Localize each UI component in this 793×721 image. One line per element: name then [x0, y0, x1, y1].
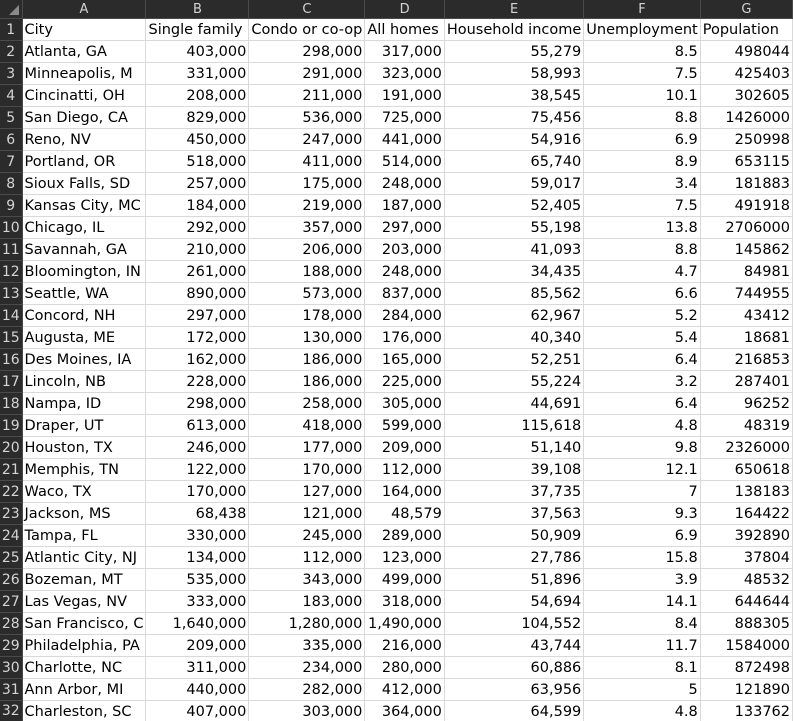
row-header[interactable]: 18	[0, 393, 22, 415]
city-cell[interactable]: Chicago, IL	[22, 217, 146, 239]
value-cell[interactable]: 536,000	[249, 107, 365, 129]
value-cell[interactable]: 48319	[700, 415, 792, 437]
value-cell[interactable]: 176,000	[365, 327, 444, 349]
value-cell[interactable]: 8.4	[584, 613, 700, 635]
value-cell[interactable]: 55,198	[444, 217, 583, 239]
column-title-cell[interactable]: Unemployment	[584, 19, 700, 41]
city-cell[interactable]: Seattle, WA	[22, 283, 146, 305]
table-row	[0, 437, 793, 459]
table-row	[0, 569, 793, 591]
table-row	[0, 481, 793, 503]
value-cell[interactable]: 573,000	[249, 283, 365, 305]
row-header[interactable]: 24	[0, 525, 22, 547]
value-cell[interactable]: 211,000	[249, 85, 365, 107]
value-cell[interactable]: 225,000	[365, 371, 444, 393]
value-cell[interactable]: 3.2	[584, 371, 700, 393]
table-row	[0, 591, 793, 613]
value-cell[interactable]: 250998	[700, 129, 792, 151]
value-cell[interactable]: 210,000	[146, 239, 249, 261]
row-header[interactable]: 6	[0, 129, 22, 151]
value-cell[interactable]: 41,093	[444, 239, 583, 261]
value-cell[interactable]: 52,405	[444, 195, 583, 217]
value-cell[interactable]: 112,000	[249, 547, 365, 569]
value-cell[interactable]: 52,251	[444, 349, 583, 371]
city-cell[interactable]: Waco, TX	[22, 481, 146, 503]
city-cell[interactable]: Charlotte, NC	[22, 657, 146, 679]
value-cell[interactable]: 411,000	[249, 151, 365, 173]
value-cell[interactable]: 303,000	[249, 701, 365, 721]
table-row	[0, 173, 793, 195]
value-cell[interactable]: 1,640,000	[146, 613, 249, 635]
value-cell[interactable]: 258,000	[249, 393, 365, 415]
value-cell[interactable]: 59,017	[444, 173, 583, 195]
city-cell[interactable]: Sioux Falls, SD	[22, 173, 146, 195]
city-cell[interactable]: San Francisco, C	[22, 613, 146, 635]
value-cell[interactable]: 121890	[700, 679, 792, 701]
value-cell[interactable]: 62,967	[444, 305, 583, 327]
value-cell[interactable]: 209,000	[365, 437, 444, 459]
value-cell[interactable]: 284,000	[365, 305, 444, 327]
value-cell[interactable]: 50,909	[444, 525, 583, 547]
value-cell[interactable]: 145862	[700, 239, 792, 261]
city-cell[interactable]: Houston, TX	[22, 437, 146, 459]
table-row	[0, 305, 793, 327]
value-cell[interactable]: 40,340	[444, 327, 583, 349]
value-cell[interactable]: 246,000	[146, 437, 249, 459]
value-cell[interactable]: 175,000	[249, 173, 365, 195]
value-cell[interactable]: 333,000	[146, 591, 249, 613]
row-header[interactable]: 4	[0, 85, 22, 107]
value-cell[interactable]: 208,000	[146, 85, 249, 107]
value-cell[interactable]: 216,000	[365, 635, 444, 657]
city-cell[interactable]: Des Moines, IA	[22, 349, 146, 371]
value-cell[interactable]: 6.4	[584, 349, 700, 371]
value-cell[interactable]: 162,000	[146, 349, 249, 371]
value-cell[interactable]: 85,562	[444, 283, 583, 305]
row-header[interactable]: 13	[0, 283, 22, 305]
value-cell[interactable]: 11.7	[584, 635, 700, 657]
value-cell[interactable]: 4.8	[584, 415, 700, 437]
value-cell[interactable]: 1,490,000	[365, 613, 444, 635]
row-header[interactable]: 3	[0, 63, 22, 85]
value-cell[interactable]: 115,618	[444, 415, 583, 437]
column-header-a[interactable]: A	[22, 0, 146, 19]
value-cell[interactable]: 216853	[700, 349, 792, 371]
value-cell[interactable]: 9.8	[584, 437, 700, 459]
value-cell[interactable]: 37804	[700, 547, 792, 569]
value-cell[interactable]: 14.1	[584, 591, 700, 613]
city-cell[interactable]: Atlanta, GA	[22, 41, 146, 63]
city-cell[interactable]: Reno, NV	[22, 129, 146, 151]
value-cell[interactable]: 96252	[700, 393, 792, 415]
value-cell[interactable]: 170,000	[249, 459, 365, 481]
value-cell[interactable]: 51,140	[444, 437, 583, 459]
city-cell[interactable]: Las Vegas, NV	[22, 591, 146, 613]
value-cell[interactable]: 518,000	[146, 151, 249, 173]
grid-body	[0, 19, 793, 721]
value-cell[interactable]: 121,000	[249, 503, 365, 525]
value-cell[interactable]: 330,000	[146, 525, 249, 547]
value-cell[interactable]: 178,000	[249, 305, 365, 327]
city-cell[interactable]: Kansas City, MC	[22, 195, 146, 217]
value-cell[interactable]: 323,000	[365, 63, 444, 85]
value-cell[interactable]: 282,000	[249, 679, 365, 701]
table-row	[0, 459, 793, 481]
value-cell[interactable]: 4.7	[584, 261, 700, 283]
city-cell[interactable]: Cincinatti, OH	[22, 85, 146, 107]
value-cell[interactable]: 203,000	[365, 239, 444, 261]
row-header[interactable]: 19	[0, 415, 22, 437]
value-cell[interactable]: 206,000	[249, 239, 365, 261]
value-cell[interactable]: 228,000	[146, 371, 249, 393]
value-cell[interactable]: 4.8	[584, 701, 700, 721]
value-cell[interactable]: 318,000	[365, 591, 444, 613]
value-cell[interactable]: 343,000	[249, 569, 365, 591]
row-header[interactable]: 30	[0, 657, 22, 679]
value-cell[interactable]: 127,000	[249, 481, 365, 503]
column-header-e[interactable]: E	[444, 0, 583, 19]
value-cell[interactable]: 491918	[700, 195, 792, 217]
value-cell[interactable]: 725,000	[365, 107, 444, 129]
value-cell[interactable]: 829,000	[146, 107, 249, 129]
value-cell[interactable]: 68,438	[146, 503, 249, 525]
value-cell[interactable]: 63,956	[444, 679, 583, 701]
header-data-row	[0, 19, 793, 41]
value-cell[interactable]: 170,000	[146, 481, 249, 503]
table-row	[0, 503, 793, 525]
row-header[interactable]: 31	[0, 679, 22, 701]
row-header[interactable]: 22	[0, 481, 22, 503]
value-cell[interactable]: 392890	[700, 525, 792, 547]
value-cell[interactable]: 5.4	[584, 327, 700, 349]
table-row	[0, 635, 793, 657]
table-row	[0, 239, 793, 261]
value-cell[interactable]: 292,000	[146, 217, 249, 239]
value-cell[interactable]: 514,000	[365, 151, 444, 173]
city-cell[interactable]: Savannah, GA	[22, 239, 146, 261]
table-row	[0, 63, 793, 85]
value-cell[interactable]: 138183	[700, 481, 792, 503]
city-cell[interactable]: Nampa, ID	[22, 393, 146, 415]
value-cell[interactable]: 291,000	[249, 63, 365, 85]
row-header[interactable]: 32	[0, 701, 22, 721]
value-cell[interactable]: 305,000	[365, 393, 444, 415]
row-header[interactable]: 26	[0, 569, 22, 591]
value-cell[interactable]: 7.5	[584, 63, 700, 85]
value-cell[interactable]: 15.8	[584, 547, 700, 569]
row-header[interactable]: 25	[0, 547, 22, 569]
row-header[interactable]: 16	[0, 349, 22, 371]
row-header[interactable]: 1	[0, 19, 22, 41]
value-cell[interactable]: 84981	[700, 261, 792, 283]
value-cell[interactable]: 298,000	[249, 41, 365, 63]
row-header[interactable]: 7	[0, 151, 22, 173]
city-cell[interactable]: Minneapolis, M	[22, 63, 146, 85]
value-cell[interactable]: 247,000	[249, 129, 365, 151]
value-cell[interactable]: 653115	[700, 151, 792, 173]
column-title-cell[interactable]: Household income	[444, 19, 583, 41]
city-cell[interactable]: Jackson, MS	[22, 503, 146, 525]
value-cell[interactable]: 440,000	[146, 679, 249, 701]
value-cell[interactable]: 75,456	[444, 107, 583, 129]
value-cell[interactable]: 499,000	[365, 569, 444, 591]
row-header[interactable]: 29	[0, 635, 22, 657]
column-header-f[interactable]: F	[584, 0, 700, 19]
value-cell[interactable]: 165,000	[365, 349, 444, 371]
value-cell[interactable]: 297,000	[146, 305, 249, 327]
city-cell[interactable]: Bloomington, IN	[22, 261, 146, 283]
column-title-cell[interactable]: Single family	[146, 19, 249, 41]
value-cell[interactable]: 2706000	[700, 217, 792, 239]
table-row	[0, 415, 793, 437]
column-title-cell[interactable]: Condo or co-op	[249, 19, 365, 41]
value-cell[interactable]: 39,108	[444, 459, 583, 481]
table-row	[0, 349, 793, 371]
value-cell[interactable]: 248,000	[365, 173, 444, 195]
value-cell[interactable]: 191,000	[365, 85, 444, 107]
value-cell[interactable]: 289,000	[365, 525, 444, 547]
value-cell[interactable]: 311,000	[146, 657, 249, 679]
select-all-triangle-icon	[9, 5, 19, 15]
value-cell[interactable]: 872498	[700, 657, 792, 679]
table-row	[0, 547, 793, 569]
value-cell[interactable]: 650618	[700, 459, 792, 481]
value-cell[interactable]: 60,886	[444, 657, 583, 679]
value-cell[interactable]: 744955	[700, 283, 792, 305]
row-header[interactable]: 12	[0, 261, 22, 283]
value-cell[interactable]: 172,000	[146, 327, 249, 349]
table-row	[0, 657, 793, 679]
value-cell[interactable]: 133762	[700, 701, 792, 721]
value-cell[interactable]: 7	[584, 481, 700, 503]
table-row	[0, 151, 793, 173]
value-cell[interactable]: 425403	[700, 63, 792, 85]
value-cell[interactable]: 450,000	[146, 129, 249, 151]
value-cell[interactable]: 219,000	[249, 195, 365, 217]
value-cell[interactable]: 234,000	[249, 657, 365, 679]
value-cell[interactable]: 55,279	[444, 41, 583, 63]
value-cell[interactable]: 43,744	[444, 635, 583, 657]
value-cell[interactable]: 245,000	[249, 525, 365, 547]
value-cell[interactable]: 298,000	[146, 393, 249, 415]
value-cell[interactable]: 613,000	[146, 415, 249, 437]
value-cell[interactable]: 34,435	[444, 261, 583, 283]
column-header-row	[0, 0, 793, 19]
value-cell[interactable]: 10.1	[584, 85, 700, 107]
value-cell[interactable]: 6.9	[584, 525, 700, 547]
value-cell[interactable]: 184,000	[146, 195, 249, 217]
value-cell[interactable]: 403,000	[146, 41, 249, 63]
city-cell[interactable]: Atlantic City, NJ	[22, 547, 146, 569]
value-cell[interactable]: 55,224	[444, 371, 583, 393]
value-cell[interactable]: 27,786	[444, 547, 583, 569]
value-cell[interactable]: 2326000	[700, 437, 792, 459]
value-cell[interactable]: 335,000	[249, 635, 365, 657]
value-cell[interactable]: 280,000	[365, 657, 444, 679]
column-title-cell[interactable]: Population	[700, 19, 792, 41]
value-cell[interactable]: 164422	[700, 503, 792, 525]
value-cell[interactable]: 498044	[700, 41, 792, 63]
value-cell[interactable]: 18681	[700, 327, 792, 349]
table-row	[0, 41, 793, 63]
value-cell[interactable]: 13.8	[584, 217, 700, 239]
city-cell[interactable]: San Diego, CA	[22, 107, 146, 129]
value-cell[interactable]: 186,000	[249, 349, 365, 371]
value-cell[interactable]: 177,000	[249, 437, 365, 459]
value-cell[interactable]: 8.9	[584, 151, 700, 173]
value-cell[interactable]: 181883	[700, 173, 792, 195]
value-cell[interactable]: 890,000	[146, 283, 249, 305]
city-cell[interactable]: Draper, UT	[22, 415, 146, 437]
value-cell[interactable]: 302605	[700, 85, 792, 107]
value-cell[interactable]: 1584000	[700, 635, 792, 657]
column-header-d[interactable]: D	[365, 0, 444, 19]
row-header[interactable]: 23	[0, 503, 22, 525]
value-cell[interactable]: 412,000	[365, 679, 444, 701]
city-cell[interactable]: Ann Arbor, MI	[22, 679, 146, 701]
value-cell[interactable]: 54,694	[444, 591, 583, 613]
value-cell[interactable]: 164,000	[365, 481, 444, 503]
value-cell[interactable]: 104,552	[444, 613, 583, 635]
row-header[interactable]: 17	[0, 371, 22, 393]
value-cell[interactable]: 257,000	[146, 173, 249, 195]
table-row	[0, 393, 793, 415]
value-cell[interactable]: 186,000	[249, 371, 365, 393]
row-header[interactable]: 20	[0, 437, 22, 459]
value-cell[interactable]: 48,579	[365, 503, 444, 525]
value-cell[interactable]: 8.5	[584, 41, 700, 63]
table-row	[0, 217, 793, 239]
table-row	[0, 85, 793, 107]
value-cell[interactable]: 209,000	[146, 635, 249, 657]
city-cell[interactable]: Philadelphia, PA	[22, 635, 146, 657]
row-header[interactable]: 21	[0, 459, 22, 481]
value-cell[interactable]: 418,000	[249, 415, 365, 437]
value-cell[interactable]: 441,000	[365, 129, 444, 151]
value-cell[interactable]: 407,000	[146, 701, 249, 721]
value-cell[interactable]: 183,000	[249, 591, 365, 613]
row-header[interactable]: 11	[0, 239, 22, 261]
value-cell[interactable]: 7.5	[584, 195, 700, 217]
row-header[interactable]: 9	[0, 195, 22, 217]
value-cell[interactable]: 48532	[700, 569, 792, 591]
row-header[interactable]: 14	[0, 305, 22, 327]
table-row	[0, 195, 793, 217]
table-row	[0, 129, 793, 151]
value-cell[interactable]: 248,000	[365, 261, 444, 283]
value-cell[interactable]: 38,545	[444, 85, 583, 107]
value-cell[interactable]: 3.9	[584, 569, 700, 591]
value-cell[interactable]: 9.3	[584, 503, 700, 525]
value-cell[interactable]: 43412	[700, 305, 792, 327]
city-cell[interactable]: Bozeman, MT	[22, 569, 146, 591]
value-cell[interactable]: 65,740	[444, 151, 583, 173]
value-cell[interactable]: 287401	[700, 371, 792, 393]
value-cell[interactable]: 8.8	[584, 107, 700, 129]
value-cell[interactable]: 888305	[700, 613, 792, 635]
value-cell[interactable]: 123,000	[365, 547, 444, 569]
city-cell[interactable]: Lincoln, NB	[22, 371, 146, 393]
value-cell[interactable]: 8.1	[584, 657, 700, 679]
select-all-corner[interactable]	[0, 0, 22, 19]
column-title-cell[interactable]: City	[22, 19, 146, 41]
column-header-b[interactable]: B	[146, 0, 249, 19]
value-cell[interactable]: 297,000	[365, 217, 444, 239]
city-cell[interactable]: Memphis, TN	[22, 459, 146, 481]
city-cell[interactable]: Augusta, ME	[22, 327, 146, 349]
table-row	[0, 283, 793, 305]
city-cell[interactable]: Charleston, SC	[22, 701, 146, 721]
value-cell[interactable]: 64,599	[444, 701, 583, 721]
value-cell[interactable]: 130,000	[249, 327, 365, 349]
city-cell[interactable]: Portland, OR	[22, 151, 146, 173]
row-header[interactable]: 28	[0, 613, 22, 635]
table-row	[0, 679, 793, 701]
value-cell[interactable]: 331,000	[146, 63, 249, 85]
value-cell[interactable]: 37,563	[444, 503, 583, 525]
value-cell[interactable]: 8.8	[584, 239, 700, 261]
value-cell[interactable]: 5	[584, 679, 700, 701]
row-header[interactable]: 2	[0, 41, 22, 63]
value-cell[interactable]: 644644	[700, 591, 792, 613]
value-cell[interactable]: 261,000	[146, 261, 249, 283]
table-row	[0, 613, 793, 635]
value-cell[interactable]: 112,000	[365, 459, 444, 481]
column-header-g[interactable]: G	[700, 0, 792, 19]
table-row	[0, 261, 793, 283]
row-header[interactable]: 15	[0, 327, 22, 349]
value-cell[interactable]: 37,735	[444, 481, 583, 503]
row-header[interactable]: 8	[0, 173, 22, 195]
value-cell[interactable]: 3.4	[584, 173, 700, 195]
city-cell[interactable]: Tampa, FL	[22, 525, 146, 547]
value-cell[interactable]: 134,000	[146, 547, 249, 569]
value-cell[interactable]: 54,916	[444, 129, 583, 151]
value-cell[interactable]: 122,000	[146, 459, 249, 481]
value-cell[interactable]: 6.9	[584, 129, 700, 151]
value-cell[interactable]: 6.6	[584, 283, 700, 305]
value-cell[interactable]: 58,993	[444, 63, 583, 85]
value-cell[interactable]: 12.1	[584, 459, 700, 481]
row-header[interactable]: 5	[0, 107, 22, 129]
value-cell[interactable]: 44,691	[444, 393, 583, 415]
city-cell[interactable]: Concord, NH	[22, 305, 146, 327]
row-header[interactable]: 27	[0, 591, 22, 613]
value-cell[interactable]: 6.4	[584, 393, 700, 415]
value-cell[interactable]: 187,000	[365, 195, 444, 217]
value-cell[interactable]: 364,000	[365, 701, 444, 721]
value-cell[interactable]: 599,000	[365, 415, 444, 437]
column-title-cell[interactable]: All homes	[365, 19, 444, 41]
row-header[interactable]: 10	[0, 217, 22, 239]
value-cell[interactable]: 357,000	[249, 217, 365, 239]
value-cell[interactable]: 1426000	[700, 107, 792, 129]
value-cell[interactable]: 188,000	[249, 261, 365, 283]
column-header-c[interactable]: C	[249, 0, 365, 19]
table-row	[0, 371, 793, 393]
table-row	[0, 525, 793, 547]
value-cell[interactable]: 1,280,000	[249, 613, 365, 635]
table-row	[0, 327, 793, 349]
value-cell[interactable]: 51,896	[444, 569, 583, 591]
value-cell[interactable]: 317,000	[365, 41, 444, 63]
table-row	[0, 107, 793, 129]
value-cell[interactable]: 837,000	[365, 283, 444, 305]
table-row	[0, 701, 793, 721]
value-cell[interactable]: 5.2	[584, 305, 700, 327]
value-cell[interactable]: 535,000	[146, 569, 249, 591]
